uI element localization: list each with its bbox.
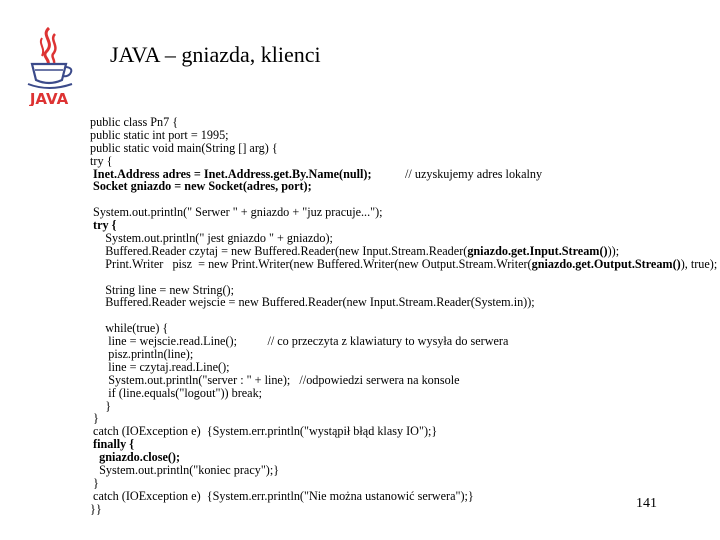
code-line [90, 438, 717, 451]
cup-icon [32, 64, 66, 83]
code-line [90, 490, 717, 503]
code-line [90, 180, 717, 193]
code-line [90, 464, 717, 477]
code-line [90, 387, 717, 400]
code-segment: line = czytaj.read.Line(); [90, 359, 230, 374]
code-line [90, 309, 717, 322]
steam-icon [45, 28, 50, 64]
code-segment: try { [90, 218, 117, 233]
code-segment: catch (IOException e) {System.err.println("wystąpił błąd klasy IO");} [90, 424, 438, 439]
code-segment: Socket gniazdo = new Socket(adres, port); [90, 179, 312, 194]
code-segment: System.out.println(" jest gniazdo " + gniazdo); [90, 231, 333, 246]
code-line [90, 142, 717, 155]
java-logo-text: JAVA [29, 90, 69, 106]
code-segment: while(true) { [90, 321, 169, 336]
code-segment: public class Pn7 { [90, 115, 179, 129]
code-segment: public static int port = 1995; [90, 127, 229, 142]
page-number: 141 [636, 496, 657, 511]
code-segment: gniazdo.get.Output.Stream() [531, 256, 681, 271]
code-segment: catch (IOException e) {System.err.println("Nie można ustanowić serwera");} [90, 488, 474, 503]
code-segment: System.out.println("koniec pracy");} [90, 463, 280, 478]
code-segment: } [90, 411, 99, 426]
code-segment: finally { [90, 437, 135, 452]
code-segment: public static void main(String [] arg) { [90, 140, 278, 155]
code-segment: Buffered.Reader wejscie = new Buffered.Reader(new Input.Stream.Reader(System.in)); [90, 295, 535, 310]
code-segment: line = wejscie.read.Line(); // co przeczyta z klawiatury to wysyła do serwera [90, 334, 509, 349]
slide-title: JAVA – gniazda, klienci [110, 42, 321, 67]
code-segment: Inet.Address adres = Inet.Address.get.By.Name(null); [90, 166, 372, 181]
code-segment: } [90, 475, 99, 490]
java-logo [22, 24, 76, 106]
code-segment: System.out.println("server : " + line); //odpowiedzi serwera na konsole [90, 372, 460, 387]
code-segment: String line = new String(); [90, 282, 234, 297]
code-line [90, 258, 717, 271]
code-segment: if (line.equals("logout")) break; [90, 385, 263, 400]
code-line [90, 206, 717, 219]
code-segment: try { [90, 153, 113, 168]
code-segment: ), true); [680, 256, 718, 271]
code-line [90, 296, 717, 309]
code-segment: gniazdo.get.Input.Stream() [467, 243, 608, 258]
code-segment: Buffered.Reader czytaj = new Buffered.Reader(new Input.Stream.Reader( [90, 243, 468, 258]
code-line [90, 425, 717, 438]
code-segment: pisz.println(line); [90, 347, 194, 362]
code-segment: )); [607, 243, 620, 258]
code-line [90, 400, 717, 413]
code-segment: gniazdo.close(); [90, 450, 181, 465]
code-line [90, 503, 717, 516]
code-segment: // uzyskujemy adres lokalny [371, 166, 543, 181]
code-block [90, 116, 717, 516]
code-segment: } [90, 398, 112, 413]
code-segment: Print.Writer pisz = new Print.Writer(new Buffered.Writer(new Output.Stream.Writer( [90, 256, 532, 271]
code-segment: System.out.println(" Serwer " + gniazdo + "juz pracuje..."); [90, 205, 383, 220]
code-segment: }} [90, 501, 102, 516]
